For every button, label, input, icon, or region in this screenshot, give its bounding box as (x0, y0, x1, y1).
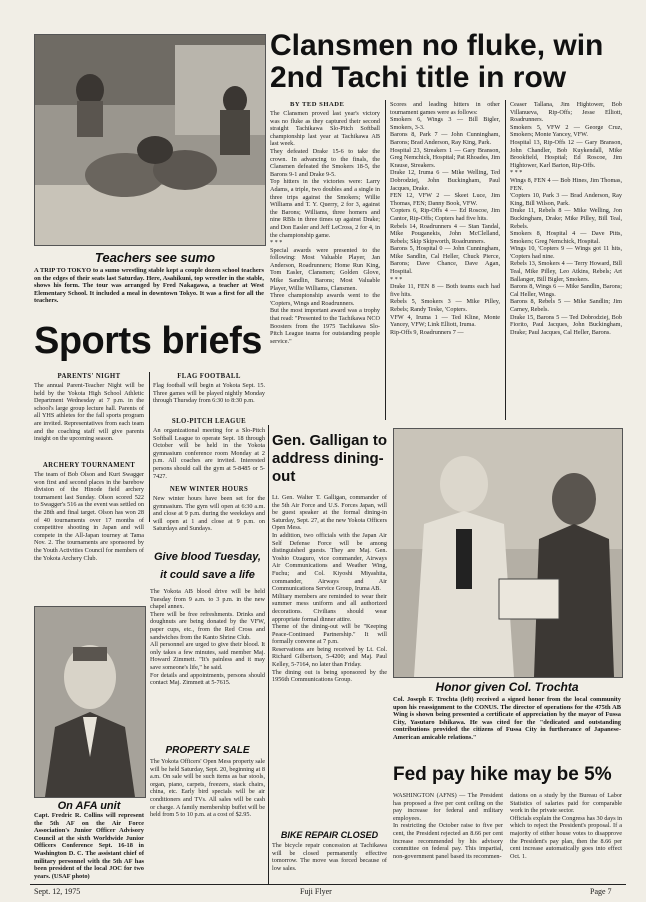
teachers-caption: A TRIP TO TOKYO to a sumo wrestling stable kept a couple dozen school teachers on the edges of their seats last Saturday. Here, Asahikuni, top wrestler in the stable, shows his form. The tour was arranged by Fred Nakagawa, a teacher at West Elementary School. It included a meal in downtown Tokyo. It was a first for all the teachers. (34, 267, 264, 305)
archery-subhead: ARCHERY TOURNAMENT (42, 462, 136, 469)
collins-photo (34, 606, 146, 798)
trochta-photo (393, 428, 623, 678)
galligan-text: Lt. Gen. Walter T. Galligan, commander of the 5th Air Force and U.S. Forces Japan, will be guest speaker at the formal dining-in Saturday, Sept. 27, at the new Yokota Officers Open Mess. In addition, two officials with the Japan Air Self Defense Force will be among distinguished guests. They are Maj. Gen. Yoshio Ozaguro, vice commander, Airways Air Communications and Weather Wing, Fuchu; and Col. Kiyoshi Miyashita, commander, Airways and Air Communications Service Group, Iruma AB. Military members are reminded to wear their summer mess uniform and all authorized decorations. Civilians should wear appropriate formal dinner attire. Theme of the dining-out will be "Keeping Peace-Continued Partnership." It will formally convene at 7 p.m. Reservations are being received by Lt. Col. Richard Gilbertson, 5-4200; and Maj. Paul Kelley, 5-7164, no later than Friday. The dining out is being sponsored by the 1956th Communications Group. (272, 494, 387, 684)
trochta-caption: Col. Joseph F. Trochta (left) received a signed honor from the local community upon his reassignment to the CONUS. The director of operations for the 475th AB Wing is shown being presented a certificate of appreciation by the mayor of Fussa City, Yasutaro Ishikawa. He was cited for the "dedicated and outstanding contributions provided the citizens of Fussa City in furtherance of Japanese-American amicable relations." (393, 696, 621, 741)
byline: BY TED SHADE (290, 101, 345, 108)
sumo-photo (34, 34, 266, 246)
fedpay-col1: WASHINGTON (AFNS) — The President has proposed a five per cent ceiling on the pay increase for federal and military employees. In restricting the October raise to five per cent, the President rejected an 8.66 per cent increase recommended by his advisory committee on federal pay. This impartial, non-government panel based its recommen- (393, 792, 503, 860)
main-story-col3: Ceaser Tallana, Jim Hightower, Bob Villanueva, Rip-Offs; Jesse Elliott, Roadrunners. Smokers 5, VFW 2 — George Cruz, Smokers; Monte Yancey, VFW. Hospital 13, Rip-Offs 12 — Gary Branson, John Chandler, Bob Kuykendall, Mike Brookfield, Hospital; Ed Roscoe, Jim Hightower, Karl Barton, Rip-Offs. * * * Wings 8, FEN 4 — Bob Hines, Jim Thomas, FEN. 'Copters 10, Park 3 — Brad Anderson, Ray King, Bill Wilson, Park. Drake 11, Rebels 8 — Mike Welling, Jon Buckingham, Drake; Mike Pilley, Bill Teal, Rebels. Smokers 8, Hospital 4 — Dave Pitts, Smokers; Greg Nemchick, Hospital. Wings 10, 'Copters 9 — Wings got 11 hits, 'Copters had nine. Rebels 13, Smokers 4 — Terry Howard, Bill Teal, Mike Pilley, Leo Atkins, Rebels; Art Ballanger, Bill Bigler, Smokers. Barons 8, Wings 6 — Mike Sandlin, Barons; Cal Heller, Wings. Barons 8, Rebels 5 — Mike Sandlin; Jim Carney, Rebels. Drake 15, Barons 5 — Ted Dobrodziej, Bob Fiorito, Paul Jacques, John Buckingham, Drake; Paul Jacques, Cal Heller, Barons. (510, 101, 622, 336)
afa-headline: On AFA unit (57, 800, 121, 812)
archery-text: The team of Bob Olson and Kurt Swagger won first and second places in the barebow division of the Hinode field archery tournament last Sunday. Olson scored 522 to Swagger's 516 as the event was settled on the 28th and final target. Olson has won 28 of 40 tournaments over 17 months of competitive shooting in Japan and will compete in the All-Japan tourney at Tama Nov. 2. The tournaments are sponsored by the Youth Activities Council for members of the Yokota Archery Club. (34, 471, 144, 562)
winter-hours-text: New winter hours have been set for the gymnasium. The gym will open at 6:30 a.m. and close at 9 p.m. during the weekdays and will open at 1 and close at 9 p.m. on Saturdays and Sundays. (153, 495, 265, 533)
bike-repair-text: The bicycle repair concession at Tachikawa will be closed permanently effective tomorrow. The move was forced because of low sales. (272, 842, 387, 872)
main-story-col1: The Clansmen proved last year's victory was no fluke as they captured their second straight Tachikawa Slo-Pitch Softball championship last year at Tachikawa AB last week. They defeated Drake 15-6 to take the crown. In advancing to the finals, the Clansmen defeated the Smokers 18-5, the Barons 9-1 and Drake 9-5. Top hitters in the victories were: Larry Adams, a triple, two doubles and a single in three trips against the Smokers; Willie Williams and T. Y. Querry, 2 for 3, against the Barons; Williams, three homers and nine RBIs in three times up against Drake; and Don Easler and Jeff LeCross, 2 for 4, in the championship game. * * * Special awards were presented to the following: Most Valuable Player, Jan Anderson, Roadrunners; Home Run King, Tom Easler, Clansmen; Golden Glove, Mike Sandlin, Barons; Most Valuable Player, Willie Williams, Clansmen. Three championship awards went to the 'Copters, Wings and Roadrunners. But the most important award was a trophy that read: "Presented to the Tachikawa NCO Boosters from the 1975 Tachikawa Slo-Pitch League teams for outstanding people service." (270, 110, 380, 345)
parents-night-text: The annual Parent-Teacher Night will be held by the Yokota High School Athletic Department Wednesday at 7 p.m. in the school's large group lecture hall. Parents of all YHS athletes for the fall sports program are invited. Representatives from each team and the coaching staff will give parents insight on the upcoming season. (34, 382, 144, 443)
teachers-headline: Teachers see sumo (94, 250, 216, 265)
footer-date: Sept. 12, 1975 (34, 887, 81, 896)
fedpay-col2: dations on a study by the Bureau of Labor Statistics of salaries paid for comparable work in the private sector. Officials explain the Congress has 30 days in which to reject the President's proposal. If a majority of either house votes to disapprove the President's pay plan, then the 8.66 per cent increase automatically goes into effect Oct. 1. (510, 792, 622, 860)
bike-repair-headline: BIKE REPAIR CLOSED (280, 830, 379, 840)
main-headline: Clansmen no fluke, win 2nd Tachi title in row (270, 29, 604, 94)
sports-briefs-headline: Sports briefs (34, 320, 262, 362)
flag-football-text: Flag football will begin at Yokota Sept. 15. Three games will be played nightly Monday through Thursday from 6:30 to 8:30 p.m. (153, 382, 265, 405)
footer-paper: Fuji Flyer (300, 887, 332, 896)
galligan-headline: Gen. Galligan to address dining-out (272, 432, 388, 485)
afa-caption: Capt. Fredric R. Collins will represent the 5th AF on the Air Force Association's Junior Officer Advisory Council at the sixth Worldwide Junior Officers Conference Sept. 16-18 in Washington D. C. The assistant chief of military personnel with the 5th AF has been president of the local JOC for two years. (USAF photo) (34, 812, 144, 880)
property-sale-text: The Yokota Officers' Open Mess property sale will be held Saturday, Sept. 20, beginning at 8 a.m. On sale will be such items as bar stools, organ, piano, carpets, freezers, stack chairs, china, etc. Early bird specials will be air conditioners and TVs. All sales will be cash or charge. A family membership buffet will be held from 5 to 10 p.m. at a cost of $2.95. (150, 758, 265, 819)
flag-football-subhead: FLAG FOOTBALL (177, 373, 241, 380)
winter-hours-subhead: NEW WINTER HOURS (169, 486, 249, 493)
slopitch-text: An organizational meeting for a Slo-Pitch Softball League to operate Sept. 18 through October will be held in the Yokota gymnasium conference room Monday at 2 p.m. All coaches are invited. Interested persons should call the gym at 5-8485 or 5-7427. (153, 427, 265, 480)
slopitch-subhead: SLO-PITCH LEAGUE (171, 418, 247, 425)
trochta-headline: Honor given Col. Trochta (435, 680, 579, 694)
parents-night-subhead: PARENTS' NIGHT (57, 373, 121, 380)
give-blood-text: The Yokota AB blood drive will be held Tuesday from 9 a.m. to 3 p.m. in the new chapel annex. There will be free refreshments. Drinks and doughnuts are being donated by the VFW, paper cups, etc., from the Red Cross and sandwiches from the Kanto Shrine Club. All personnel are urged to give their blood. It only takes a few minutes, said member Maj. Howard Zimmett. "It's painless and it may save someone's life," he said. For details and appointments, persons should contact Maj. Zimmett at 5-7615. (150, 588, 265, 687)
main-story-col2: Scores and leading hitters in other tournament games were as follows: Smokers 6, Wings 3 — Bill Bigler, Smokers, 3-3. Barons 8, Park 7 — John Cunningham, Barons; Brad Anderson, Ray King, Park. Hospital 23, Streakers 1 — Gary Branson, Greg Nemchick, Hospital; Pat Rhoades, Jim Krause, Streakers. Drake 12, Iruma 6 — Mike Welling, Ted Dobrodziej, John Buckingham, Paul Jacques, Drake. FEN 12, VFW 2 — Skeet Luce, Jim Thomas, FEN; Danny Book, VFW. 'Copters 6, Rip-Offs 4 — Ed Roscoe, Jim Cantor, Rip-Offs; Copters had five hits. Rebels 14, Roadrunners 4 — Stan Tandal, Mike Pouganekis, John McClelland, Rebels; Skip Skipworth, Roadrunners. Barons 5, Hospital 0 — John Cunningham, Mike Sandlin, Cal Heller, Chuck Pierce, Barons; Dave Chance, Dave Agan, Hospital. * * * Drake 11, FEN 8 — Both teams each had five hits. Rebels 5, Smokers 3 — Mike Pilley, Rebels; Randy Teske, 'Copters. VFW 4, Iruma 1 — Ted Kline, Monte Yancey, VFW; Link Elliott, Iruma. Rip-Offs 9, Roadrunners 7 — (390, 101, 500, 336)
property-sale-headline: PROPERTY SALE (165, 745, 250, 756)
give-blood-headline: Give blood Tuesday, it could save a life (154, 551, 261, 581)
fedpay-headline: Fed pay hike may be 5% (393, 764, 612, 785)
footer-page: Page 7 (590, 887, 612, 896)
